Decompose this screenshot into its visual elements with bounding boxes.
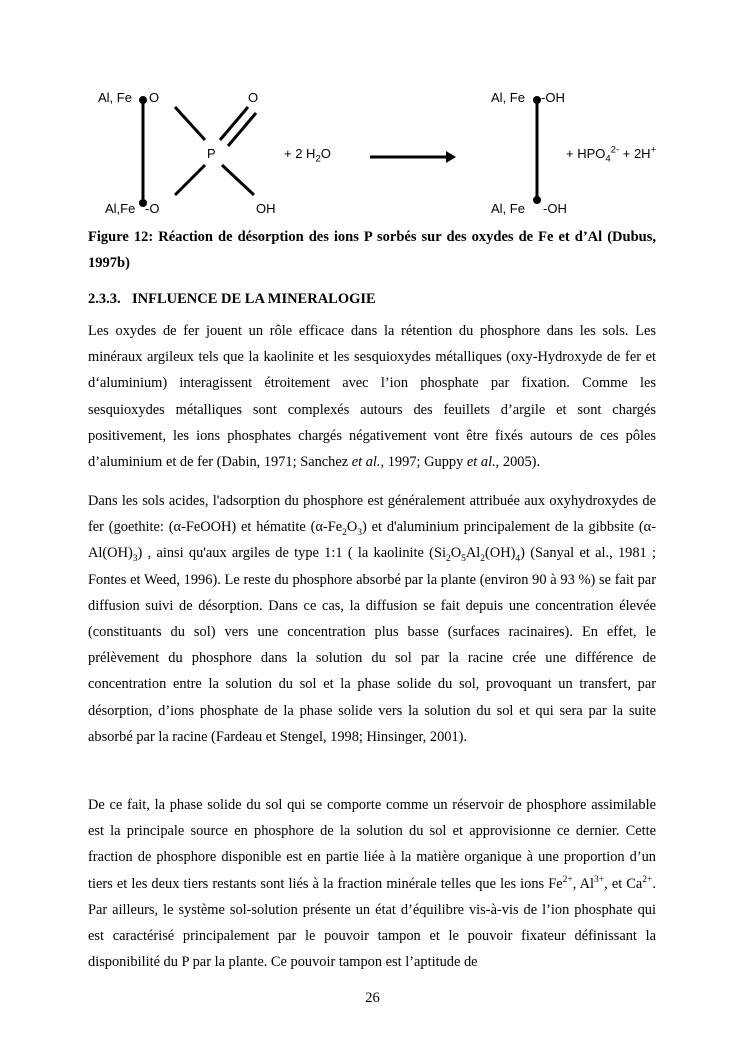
label-oh-bottom: OH bbox=[256, 201, 276, 216]
paragraph-3: De ce fait, la phase solide du sol qui se comporte comme un réservoir de phosphore assimilable est la principale source en phosphore de la solution du sol et approvisionne ce dernier. Cette fraction de phosphore disponible est en partie liée à la matière organique à une proportion d’un tiers et les deux tiers restants sont liés à la fraction minérale telles que les ions $Fe^{2+}$, $Al^{3+}$, et $Ca^{2+}$. Par ailleurs, le système sol-solution présente un état d’équilibre vis-à-vis de l’ion phosphate qui est caractérisé principalement par le pouvoir tampon et le pouvoir fixateur définissant la disponibilité du P par la plante. Ce pouvoir tampon est l’aptitude de bbox=[88, 797, 657, 971]
label-al-fe-bottom-right: Al, Fe bbox=[491, 201, 525, 216]
label-oh-top-right: -OH bbox=[541, 90, 565, 105]
label-plus-water: + 2 $H_2O$ bbox=[284, 146, 331, 165]
label-o-top-left: O bbox=[149, 90, 160, 105]
label-al-fe-top-right: Al, Fe bbox=[491, 90, 525, 105]
label-al-fe-bottom-left: Al,Fe bbox=[105, 201, 136, 216]
reaction-bonds bbox=[0, 0, 745, 230]
label-products: + $HPO_4^{2-} + 2H^+$ bbox=[566, 144, 657, 165]
section-title: INFLUENCE DE LA MINERALOGIE bbox=[132, 291, 376, 307]
page-number: 26 bbox=[365, 990, 380, 1006]
double-bond-a bbox=[220, 107, 248, 140]
bond-p-oh bbox=[222, 165, 254, 195]
paragraph-1: Les oxydes de fer jouent un rôle efficace dans la rétention du phosphore dans les sols. Les minéraux argileux tels que la kaolinite et les sesquioxydes métalliques (oxy-Hydroxyde de fer et d‘aluminium) interagissent étroitement avec l’ion phosphate par fixation. Comme les sesquioxydes métalliques sont complexés autours des feuillets d’argile et sont chargés positivement, les ions phosphates chargés négativement vont être fixés autours de ces pôles d’aluminium et de fer (Dabin, 1971; Sanchez et al., 1997; Guppy et al., 2005). bbox=[88, 323, 656, 471]
section-number: 2.3.3. bbox=[88, 291, 121, 307]
left-top-bond-dot bbox=[139, 96, 147, 104]
label-oh-bottom-right: -OH bbox=[543, 201, 567, 216]
right-top-bond-dot bbox=[533, 96, 541, 104]
label-o-top-right: O bbox=[248, 90, 259, 105]
bond-o-top-left-p bbox=[175, 107, 205, 140]
label-o-bottom-left: -O bbox=[145, 201, 160, 216]
bond-o-bottom-left-p bbox=[175, 165, 205, 195]
desorption-reaction-diagram bbox=[0, 0, 745, 230]
label-p: P bbox=[207, 146, 216, 161]
reaction-arrow-head bbox=[446, 151, 456, 163]
label-al-fe-top-left: Al, Fe bbox=[98, 90, 132, 105]
right-bottom-bond-dot bbox=[533, 196, 541, 204]
double-bond-b bbox=[228, 113, 256, 146]
section-heading bbox=[88, 289, 376, 309]
paragraph-2: Dans les sols acides, l'adsorption du phosphore est généralement attribuée aux oxyhydroxydes de fer (goethite: (α-FeOOH) et hématite $(\alpha-Fe_2O_3)$ et d'aluminium principalement de la gibbsite $(\alpha-Al(OH)_3)$ , ainsi qu'aux argiles de type 1:1 ( la kaolinite $(Si_2O_5Al_2(OH)_4)$ (Sanyal et al., 1981 ; Fontes et Weed, 1996). Le reste du phosphore absorbé par la plante (environ 90 à 93 %) se fait par diffusion suivi de désorption. Dans ce cas, la diffusion se fait depuis une concentration élevée (constituants du sol) vers une concentration plus basse (surfaces racinaires). En effet, le prélèvement du phosphore dans la solution du sol par la racine crée une différence de concentration entre la solution du sol et la phase solide du sol, provoquant un transfert, par désorption, d’ions phosphate de la phase solide vers la solution du sol et qui sera par la suite absorbé par la racine (Fardeau et Stengel, 1998; Hinsinger, 2001). bbox=[88, 493, 656, 745]
figure-caption: Figure 12: Réaction de désorption des ions P sorbés sur des oxydes de Fe et d’Al (Dubus, 1997b) bbox=[88, 229, 656, 271]
